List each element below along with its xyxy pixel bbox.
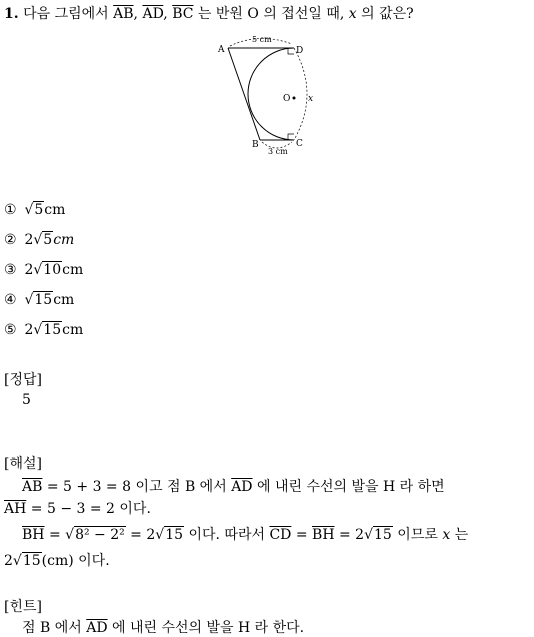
choice-1[interactable]: ① √5cm bbox=[4, 202, 66, 218]
choice-mark: ① bbox=[4, 202, 17, 218]
question-line bbox=[4, 3, 414, 23]
choice-radicand: 5 bbox=[43, 232, 53, 248]
choice-5[interactable]: ⑤ 2√15cm bbox=[4, 322, 84, 338]
segment-bc: $\overline{BC}$ bbox=[172, 6, 194, 22]
choice-coef: 2 bbox=[24, 232, 34, 248]
explanation-line-1: $\overline{AB} = 5 + 3 = 8$ 이고 점 B 에서 $\overline{AD}$ 에 내린 수선의 발을 H 라 하면 bbox=[22, 479, 445, 495]
choice-mark: ④ bbox=[4, 292, 17, 308]
hint-heading: [힌트] bbox=[4, 599, 42, 615]
choice-coef: 2 bbox=[24, 322, 34, 338]
choice-mark: ② bbox=[4, 232, 17, 248]
choice-unit: cm bbox=[53, 232, 75, 248]
segment-ab-line bbox=[228, 48, 260, 140]
hint-text: 점 B 에서 $\overline{AD}$ 에 내린 수선의 발을 H 라 한다. bbox=[22, 620, 305, 636]
choice-unit: cm bbox=[62, 322, 84, 338]
top-length-label: 5 cm bbox=[252, 35, 272, 44]
choice-mark: ⑤ bbox=[4, 322, 17, 338]
question-number: 1. bbox=[4, 6, 19, 22]
separator: , bbox=[163, 6, 168, 22]
label-c: C bbox=[296, 139, 303, 149]
label-x: x bbox=[308, 94, 314, 104]
choice-2[interactable]: ② 2√5cm bbox=[4, 232, 75, 248]
question-text-a: 다음 그림에서 bbox=[23, 6, 109, 22]
label-a: A bbox=[218, 45, 225, 55]
answer-heading: [정답] bbox=[4, 372, 42, 388]
choice-unit: cm bbox=[62, 262, 84, 278]
label-d: D bbox=[296, 46, 304, 56]
right-angle-mark-bottom bbox=[288, 134, 294, 140]
choice-3[interactable]: ③ 2√10cm bbox=[4, 262, 84, 278]
choice-radicand: 15 bbox=[43, 322, 62, 338]
explanation-line-2: $\overline{AH} = 5 - 3 = 2$ 이다. bbox=[4, 501, 151, 517]
choice-unit: cm bbox=[53, 292, 75, 308]
choice-radicand: 5 bbox=[34, 202, 44, 218]
label-o: O bbox=[283, 94, 291, 104]
right-angle-mark-top bbox=[288, 48, 294, 54]
answer-value: 5 bbox=[22, 392, 31, 408]
choice-4[interactable]: ④ √15cm bbox=[4, 292, 75, 308]
geometry-figure bbox=[214, 30, 324, 160]
center-point bbox=[293, 97, 296, 100]
choice-unit: cm bbox=[44, 202, 66, 218]
diameter-dimension-arc bbox=[294, 48, 307, 140]
variable-x: x bbox=[348, 6, 357, 22]
choice-mark: ③ bbox=[4, 262, 17, 278]
explanation-line-4: 2√15(cm) 이다. bbox=[4, 553, 110, 569]
explanation-heading: [해설] bbox=[4, 456, 42, 472]
choice-coef: 2 bbox=[24, 262, 34, 278]
choice-radicand: 10 bbox=[43, 262, 62, 278]
segment-ad: $\overline{AD}$ bbox=[142, 6, 164, 22]
bottom-length-label: 3 cm bbox=[268, 147, 288, 156]
segment-ab: $\overline{AB}$ bbox=[113, 6, 134, 22]
separator: , bbox=[133, 6, 138, 22]
explanation-line-3: $\overline{BH} = √8^2 - 2^2 = 2√15$ 이다. 따라서 $\overline{CD} = \overline{BH} = 2√15$ 이므로 x 는 bbox=[22, 527, 469, 543]
question-text-b: 는 반원 O 의 접선일 때, bbox=[197, 6, 345, 22]
question-text-c: 의 값은? bbox=[361, 6, 414, 22]
choice-radicand: 15 bbox=[34, 292, 53, 308]
label-b: B bbox=[252, 140, 259, 150]
